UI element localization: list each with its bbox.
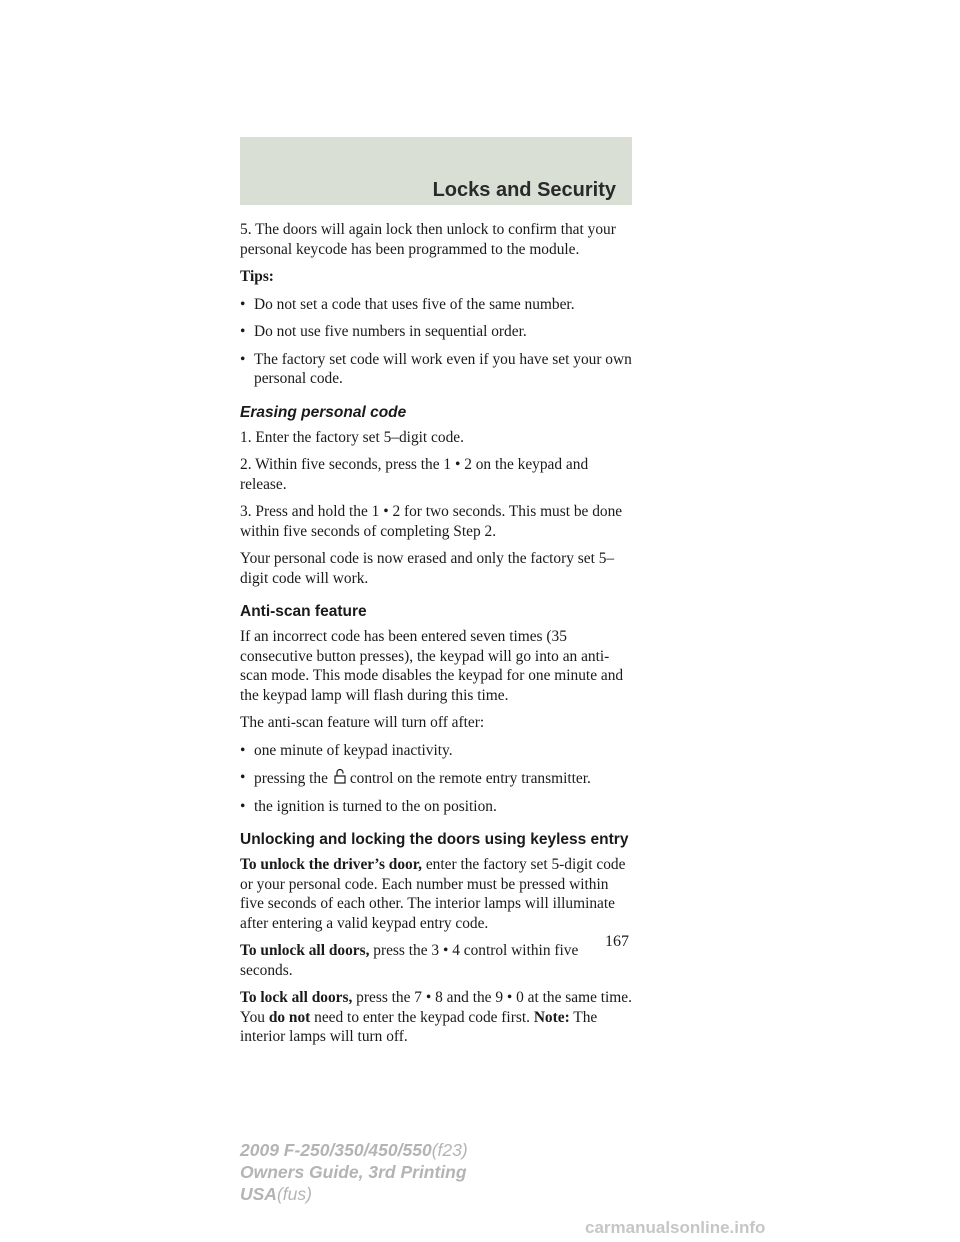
antiscan-heading: Anti-scan feature <box>240 603 367 620</box>
section-header-band <box>240 137 632 205</box>
footer-line: USA(fus) <box>240 1184 312 1204</box>
page-number: 167 <box>605 933 629 950</box>
list-item: • pressing the control on the remote entry transmitter. <box>240 769 591 787</box>
step-5-text: 5. The doors will again lock then unlock to confirm that your personal keycode has been programmed to the module. <box>240 221 616 258</box>
erasing-step: 3. Press and hold the 1 • 2 for two seconds. This must be done within five seconds of completing Step 2. <box>240 503 623 540</box>
footer-line: 2009 F-250/350/450/550(f23) <box>240 1140 468 1160</box>
page-content <box>240 220 632 1055</box>
list-item: • the ignition is turned to the on position. <box>240 797 497 815</box>
lock-all-paragraph: To lock all doors, press the 7 • 8 and the 9 • 0 at the same time. You do not need to enter the keypad code first. Note: The interior lamps will turn off. <box>240 989 632 1045</box>
erasing-heading: Erasing personal code <box>240 403 407 421</box>
antiscan-paragraph: If an incorrect code has been entered seven times (35 consecutive button presses), the keypad will go into an anti-scan mode. This mode disables the keypad for one minute and the keypad lamp will flash during this time. <box>240 628 624 704</box>
list-item: • Do not use five numbers in sequential order. <box>240 323 527 340</box>
list-item: • Do not set a code that uses five of the same number. <box>240 295 575 313</box>
section-title: Locks and Security <box>432 179 616 201</box>
keyless-heading: Unlocking and locking the doors using keyless entry <box>240 831 629 848</box>
antiscan-list <box>240 741 632 817</box>
erasing-step: 2. Within five seconds, press the 1 • 2 on the keypad and release. <box>240 456 589 493</box>
list-item: • The factory set code will work even if you have set your own personal code. <box>240 350 632 387</box>
erasing-step: 1. Enter the factory set 5–digit code. <box>240 428 464 446</box>
watermark: carmanualsonline.info <box>585 1218 766 1237</box>
tips-label: Tips: <box>240 268 274 285</box>
unlock-driver-paragraph: To unlock the driver’s door, enter the factory set 5-digit code or your personal code. Each number must be pressed within five seconds of each other. The interior lamps will illuminate after entering a valid keypad entry code. <box>240 856 626 932</box>
tips-list <box>240 295 632 389</box>
unlock-all-paragraph: To unlock all doors, press the 3 • 4 control within five seconds. <box>240 942 579 979</box>
document-footer <box>240 1139 540 1205</box>
antiscan-intro: The anti-scan feature will turn off after: <box>240 714 485 731</box>
erasing-result: Your personal code is now erased and only the factory set 5–digit code will work. <box>240 550 615 587</box>
list-item: • one minute of keypad inactivity. <box>240 741 453 759</box>
footer-line: Owners Guide, 3rd Printing <box>240 1162 467 1182</box>
unlock-icon <box>332 768 350 784</box>
